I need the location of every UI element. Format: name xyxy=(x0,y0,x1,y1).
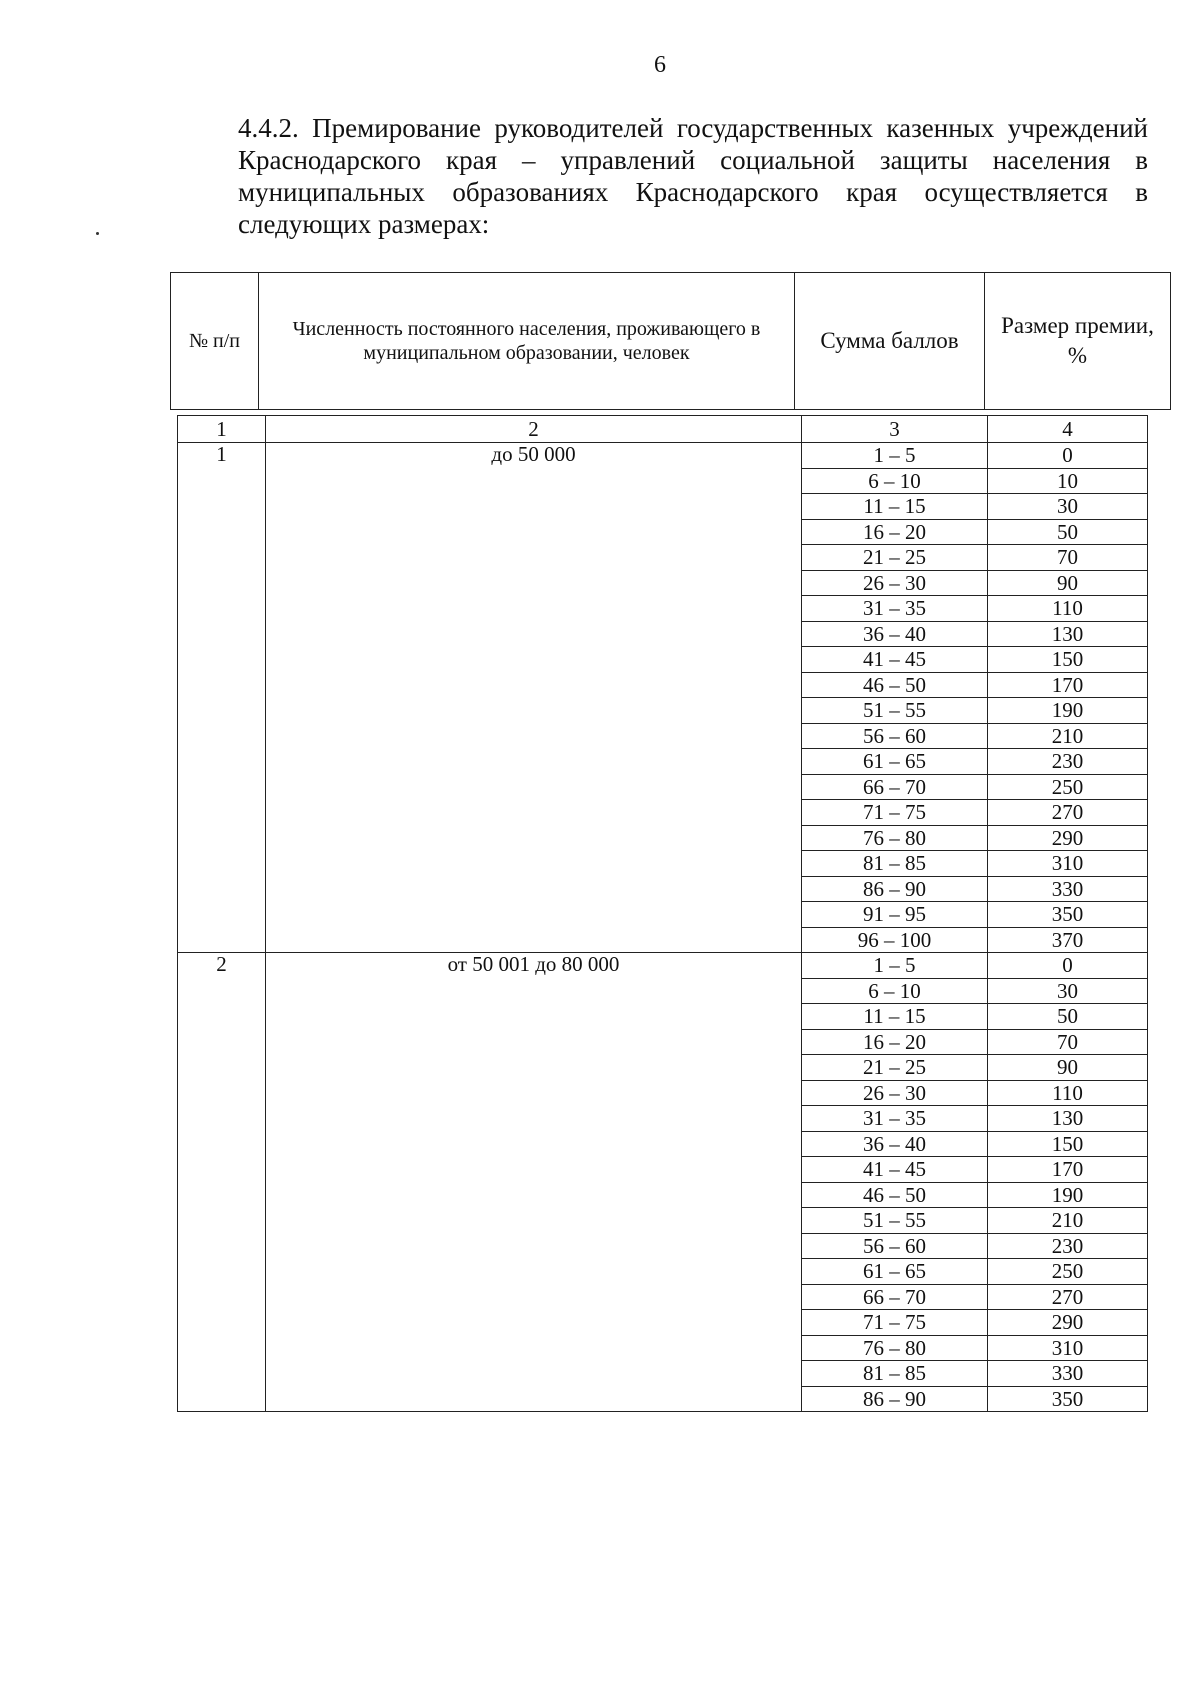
bonus-percent: 170 xyxy=(988,1157,1148,1183)
bonus-percent: 90 xyxy=(988,570,1148,596)
score-range: 36 – 40 xyxy=(802,621,988,647)
score-range: 66 – 70 xyxy=(802,1284,988,1310)
bonus-percent: 330 xyxy=(988,1361,1148,1387)
score-range: 76 – 80 xyxy=(802,1335,988,1361)
bonus-percent: 0 xyxy=(988,953,1148,979)
bonus-percent: 110 xyxy=(988,1080,1148,1106)
bonus-percent: 210 xyxy=(988,1208,1148,1234)
score-range: 1 – 5 xyxy=(802,443,988,469)
bonus-percent: 130 xyxy=(988,1106,1148,1132)
bonus-percent: 130 xyxy=(988,621,1148,647)
score-range: 11 – 15 xyxy=(802,494,988,520)
group-number: 1 xyxy=(178,443,266,953)
bonus-percent: 70 xyxy=(988,1029,1148,1055)
bonus-percent: 150 xyxy=(988,647,1148,673)
bonus-percent: 210 xyxy=(988,723,1148,749)
header-population: Численность постоянного населения, проживающего в муниципальном образовании, человек xyxy=(259,273,795,410)
score-range: 6 – 10 xyxy=(802,978,988,1004)
bonus-percent: 30 xyxy=(988,978,1148,1004)
bonus-percent: 70 xyxy=(988,545,1148,571)
bonus-percent: 350 xyxy=(988,1386,1148,1412)
bonus-percent: 230 xyxy=(988,749,1148,775)
bonus-percent: 270 xyxy=(988,1284,1148,1310)
table-header xyxy=(170,272,1171,410)
score-range: 41 – 45 xyxy=(802,647,988,673)
column-number: 2 xyxy=(266,416,802,443)
score-range: 51 – 55 xyxy=(802,1208,988,1234)
score-range: 61 – 65 xyxy=(802,1259,988,1285)
score-range: 66 – 70 xyxy=(802,774,988,800)
column-number: 4 xyxy=(988,416,1148,443)
score-range: 21 – 25 xyxy=(802,1055,988,1081)
scan-speck xyxy=(96,232,99,235)
header-bonus: Размер премии, % xyxy=(985,273,1171,410)
header-score: Сумма баллов xyxy=(795,273,985,410)
bonus-percent: 50 xyxy=(988,519,1148,545)
score-range: 6 – 10 xyxy=(802,468,988,494)
bonus-percent: 10 xyxy=(988,468,1148,494)
score-range: 16 – 20 xyxy=(802,1029,988,1055)
bonus-percent: 30 xyxy=(988,494,1148,520)
score-range: 61 – 65 xyxy=(802,749,988,775)
header-num: № п/п xyxy=(171,273,259,410)
bonus-percent: 170 xyxy=(988,672,1148,698)
bonus-table-body xyxy=(178,416,1148,1412)
bonus-percent: 270 xyxy=(988,800,1148,826)
column-numbers-row xyxy=(178,416,1148,443)
bonus-percent: 190 xyxy=(988,698,1148,724)
group-population: от 50 001 до 80 000 xyxy=(266,953,802,1412)
page-number: 6 xyxy=(654,52,666,78)
score-range: 96 – 100 xyxy=(802,927,988,953)
bonus-table xyxy=(177,415,1148,1412)
column-number: 3 xyxy=(802,416,988,443)
score-range: 46 – 50 xyxy=(802,672,988,698)
score-range: 36 – 40 xyxy=(802,1131,988,1157)
score-range: 86 – 90 xyxy=(802,876,988,902)
score-range: 41 – 45 xyxy=(802,1157,988,1183)
bonus-percent: 310 xyxy=(988,851,1148,877)
score-range: 46 – 50 xyxy=(802,1182,988,1208)
bonus-percent: 110 xyxy=(988,596,1148,622)
bonus-percent: 50 xyxy=(988,1004,1148,1030)
group-number: 2 xyxy=(178,953,266,1412)
bonus-percent: 330 xyxy=(988,876,1148,902)
group-population: до 50 000 xyxy=(266,443,802,953)
score-range: 51 – 55 xyxy=(802,698,988,724)
bonus-percent: 0 xyxy=(988,443,1148,469)
bonus-percent: 310 xyxy=(988,1335,1148,1361)
bonus-percent: 90 xyxy=(988,1055,1148,1081)
score-range: 56 – 60 xyxy=(802,1233,988,1259)
score-range: 21 – 25 xyxy=(802,545,988,571)
bonus-percent: 230 xyxy=(988,1233,1148,1259)
score-range: 86 – 90 xyxy=(802,1386,988,1412)
score-range: 56 – 60 xyxy=(802,723,988,749)
table-row xyxy=(178,443,1148,469)
bonus-percent: 370 xyxy=(988,927,1148,953)
score-range: 91 – 95 xyxy=(802,902,988,928)
score-range: 31 – 35 xyxy=(802,1106,988,1132)
score-range: 26 – 30 xyxy=(802,1080,988,1106)
score-range: 71 – 75 xyxy=(802,800,988,826)
bonus-percent: 290 xyxy=(988,825,1148,851)
bonus-percent: 250 xyxy=(988,774,1148,800)
intro-paragraph: 4.4.2. Премирование руководителей государственных казенных учреждений Краснодарского края – управлений социальной защиты населения в муниципальных образованиях Краснодарского края осуществляется в следующих размерах: xyxy=(238,113,1148,239)
score-range: 71 – 75 xyxy=(802,1310,988,1336)
bonus-percent: 150 xyxy=(988,1131,1148,1157)
score-range: 16 – 20 xyxy=(802,519,988,545)
score-range: 76 – 80 xyxy=(802,825,988,851)
bonus-percent: 350 xyxy=(988,902,1148,928)
bonus-percent: 250 xyxy=(988,1259,1148,1285)
score-range: 81 – 85 xyxy=(802,851,988,877)
score-range: 11 – 15 xyxy=(802,1004,988,1030)
table-row xyxy=(178,953,1148,979)
bonus-percent: 190 xyxy=(988,1182,1148,1208)
bonus-percent: 290 xyxy=(988,1310,1148,1336)
score-range: 1 – 5 xyxy=(802,953,988,979)
score-range: 81 – 85 xyxy=(802,1361,988,1387)
score-range: 26 – 30 xyxy=(802,570,988,596)
column-number: 1 xyxy=(178,416,266,443)
score-range: 31 – 35 xyxy=(802,596,988,622)
